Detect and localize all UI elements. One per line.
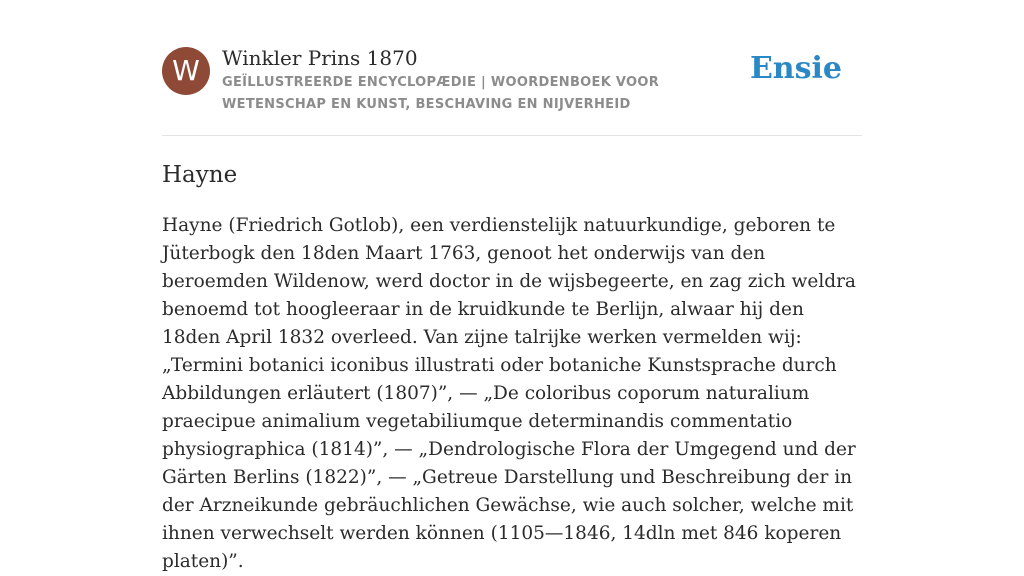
- header-divider: [162, 135, 862, 136]
- ensie-logo-link[interactable]: Ensie: [749, 51, 842, 86]
- source-avatar[interactable]: W: [162, 47, 210, 95]
- entry-body: Hayne (Friedrich Gotlob), een verdienstelijk natuurkundige, geboren te Jüterbogk den 18den Maart 1763, genoot het onderwijs van den beroemden Wildenow, werd doctor in de wijsbegeerte, en zag zich weldra benoemd tot hoogleeraar in de kruidkunde te Berlijn, alwaar hij den 18den April 1832 overleed. Van zijne talrijke werken vermelden wij: „Termini botanici iconibus illustrati oder botaniche Kunstsprache durch Abbildungen erläutert (1807)”, — „De coloribus coporum naturalium praecipue animalium vegetabiliumque determinandis commentatio physiographica (1814)”, — „Dendrologische Flora der Umgegend und der Gärten Berlins (1822)”, — „Getreue Darstellung und Beschreibung der in der Arzneikunde gebräuchlichen Gewächse, wie auch solcher, welche mit ihnen verwechselt werden können (1105—1846, 14dln met 846 koperen platen)”.: [162, 215, 856, 572]
- source-header: [162, 44, 862, 124]
- entry-title: Hayne: [162, 162, 238, 188]
- source-subtitle: GEÏLLUSTREERDE ENCYCLOPÆDIE | WOORDENBOEK VOOR WETENSCHAP EN KUNST, BESCHAVING EN NIJVERHEID: [222, 75, 660, 112]
- source-title[interactable]: Winkler Prins 1870: [222, 46, 418, 70]
